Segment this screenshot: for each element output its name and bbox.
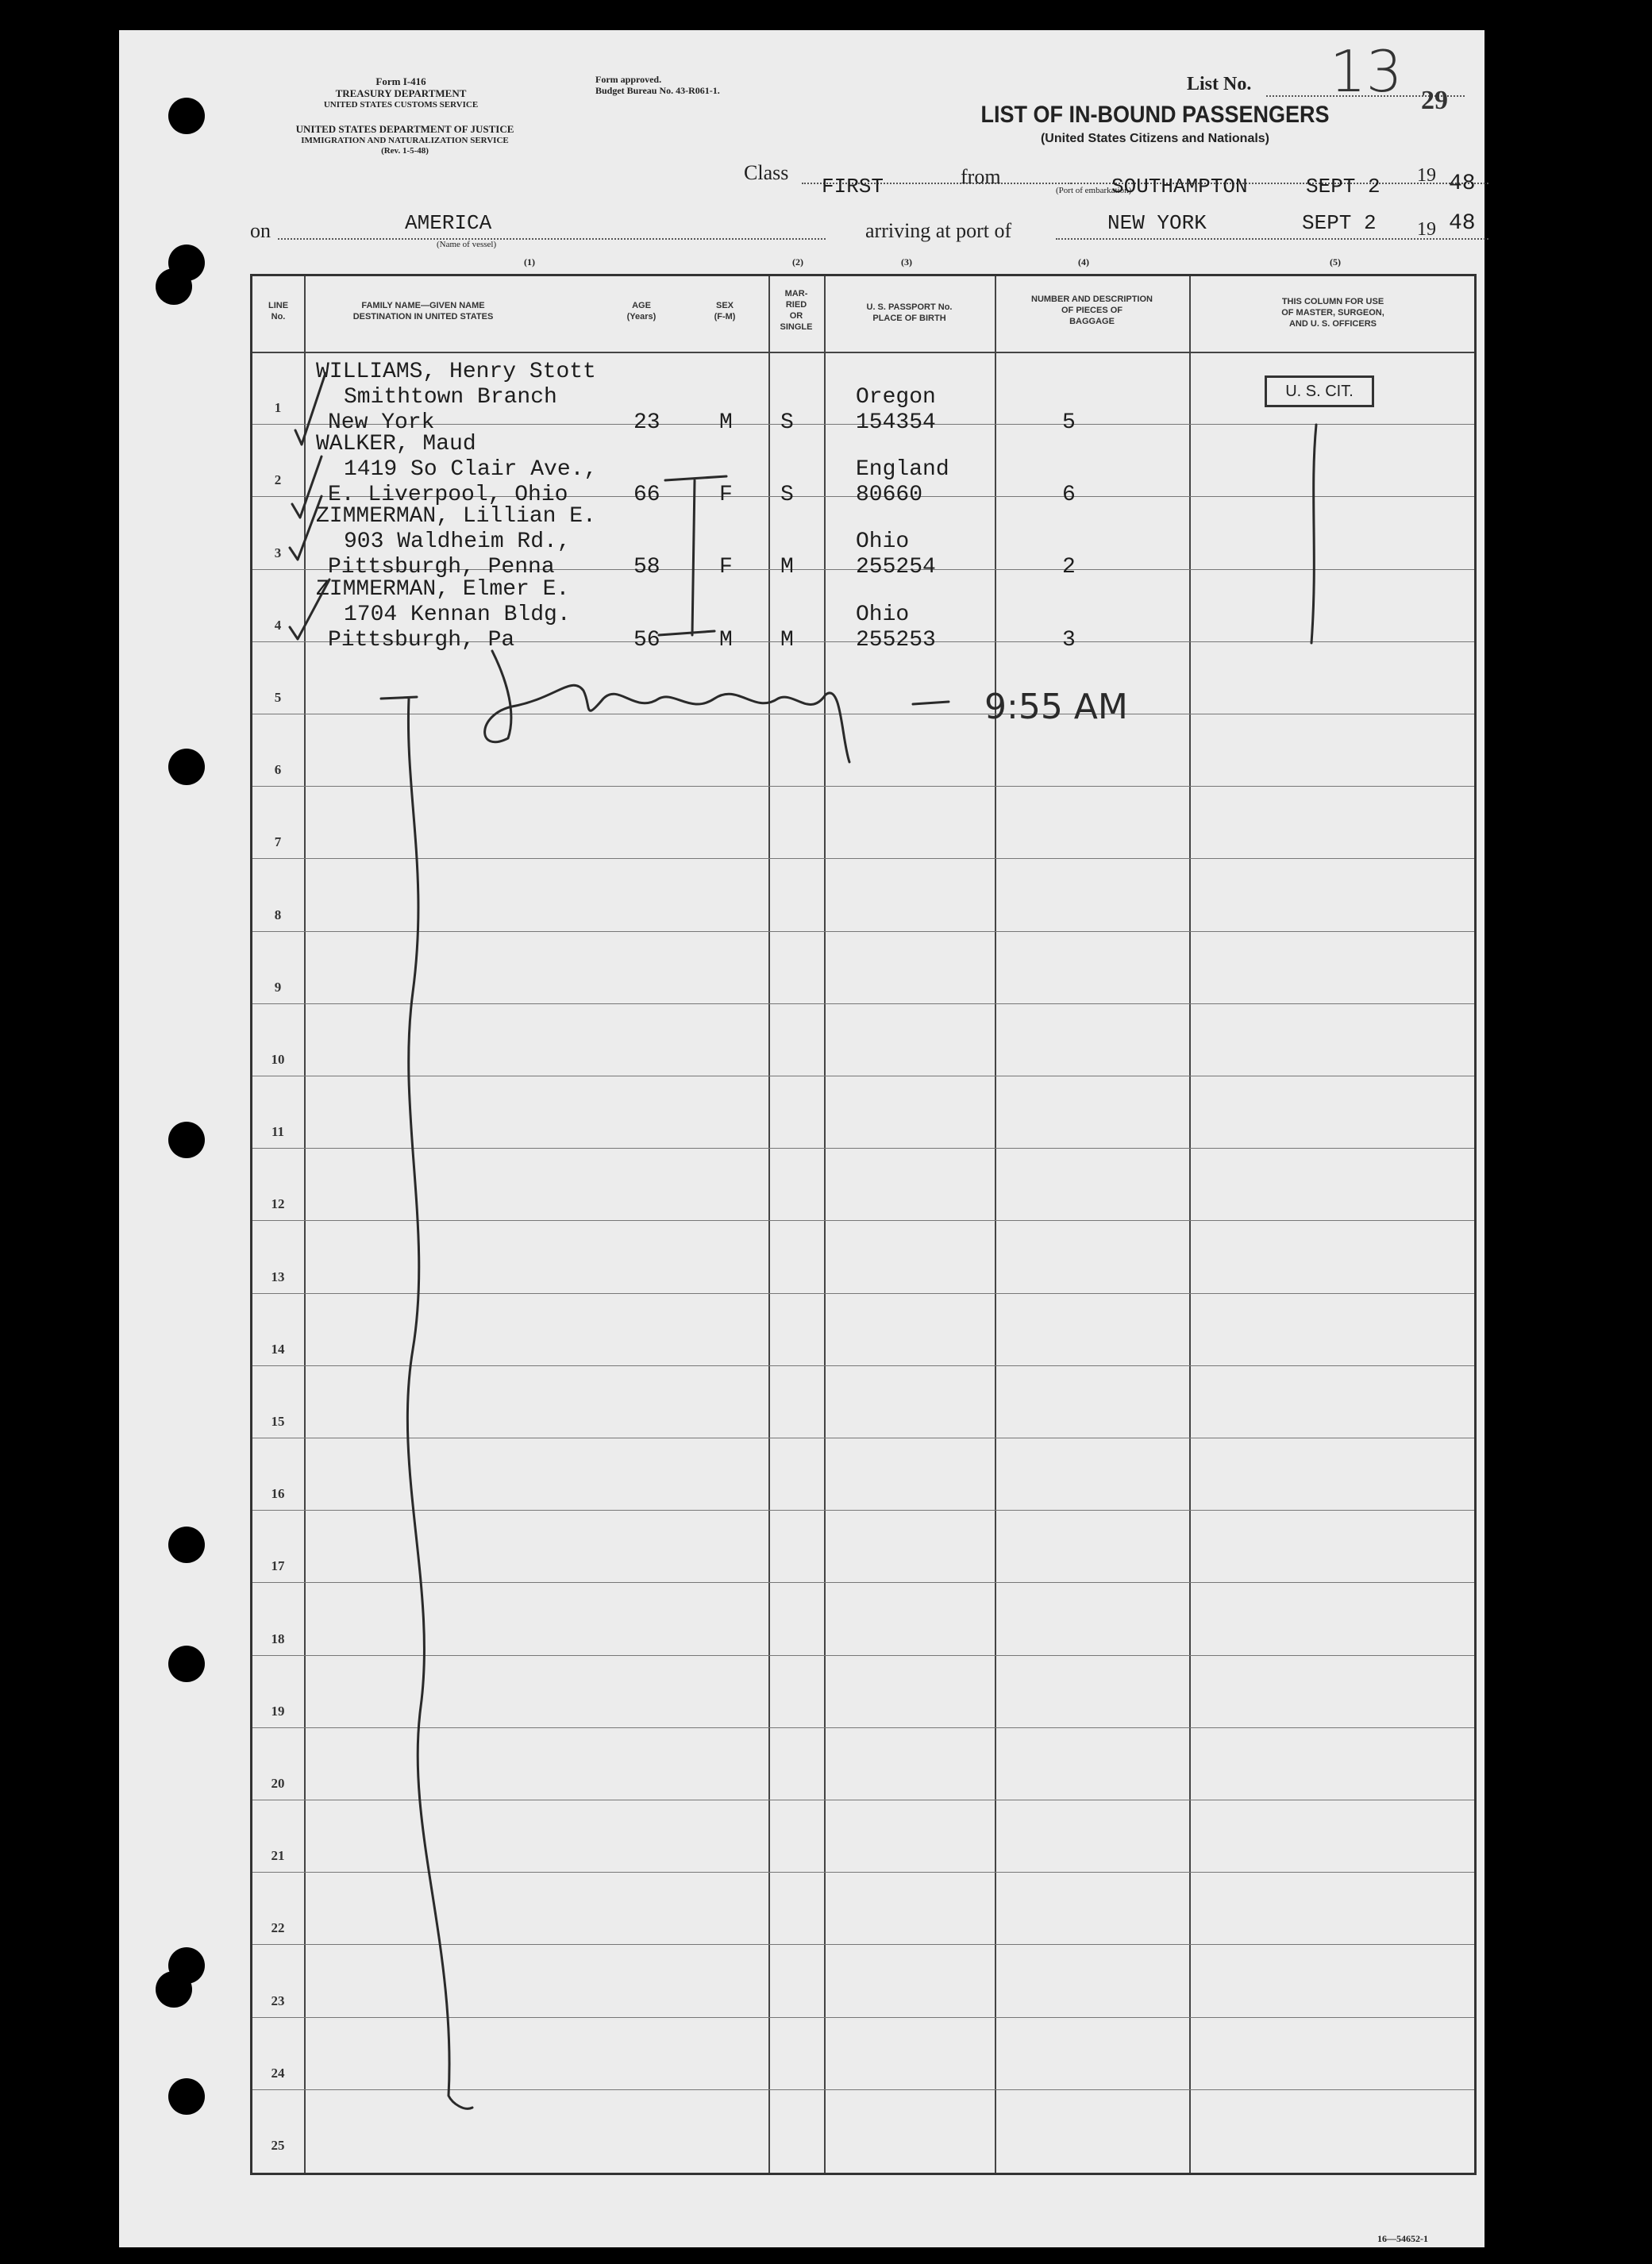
row-number: 7 <box>274 834 282 850</box>
from-label: from <box>961 165 1001 188</box>
passenger-marital: M <box>780 627 794 653</box>
checkmark <box>295 373 325 445</box>
handwritten-time: 9:55 AM <box>984 687 1128 727</box>
passenger-sex: M <box>719 627 733 653</box>
passenger-birthplace: England <box>856 457 949 483</box>
on-label: on <box>250 219 271 242</box>
header-age: AGE (Years) <box>626 301 657 322</box>
row-number: 5 <box>274 690 282 705</box>
passenger-address: Smithtown Branch <box>344 385 557 410</box>
list-no-handwritten: 13 <box>1330 38 1403 105</box>
passenger-name: WILLIAMS, Henry Stott <box>316 360 596 384</box>
col-num-2: (2) <box>792 256 803 268</box>
row-number: 17 <box>271 1558 285 1574</box>
year-value: 48 <box>1449 171 1476 196</box>
passenger-age: 58 <box>633 555 660 580</box>
officer-line <box>1311 425 1316 643</box>
row-number: 9 <box>274 979 282 995</box>
row-number: 12 <box>271 1196 285 1212</box>
treasury-dept: TREASURY DEPARTMENT <box>335 87 467 99</box>
class-label: Class <box>744 161 789 184</box>
passenger-sex: F <box>719 483 733 508</box>
row-number: 1 <box>274 400 282 416</box>
list-no-label: List No. <box>1187 74 1252 94</box>
passenger-marital: M <box>780 555 794 580</box>
from-date: SEPT 2 <box>1306 175 1381 198</box>
passenger-sex: M <box>719 410 733 435</box>
passenger-city: Pittsburgh, Penna <box>328 555 555 580</box>
passenger-name: ZIMMERMAN, Lillian E. <box>316 504 596 529</box>
page-title: LIST OF IN-BOUND PASSENGERS <box>980 102 1330 128</box>
bracket-mark <box>659 476 726 635</box>
arrival-year-prefix: 19 <box>1417 219 1436 240</box>
passenger-passport: 80660 <box>856 483 923 508</box>
port-caption: (Port of embarkation) <box>1056 186 1132 195</box>
row-number: 24 <box>271 2065 285 2081</box>
row-number: 23 <box>271 1993 285 2008</box>
row-number: 19 <box>271 1703 285 1719</box>
signature <box>485 651 849 762</box>
customs-service: UNITED STATES CUSTOMS SERVICE <box>323 99 479 110</box>
vessel-name: AMERICA <box>405 211 492 235</box>
approval-line2: Budget Bureau No. 43-R061-1. <box>595 84 720 96</box>
row-number: 15 <box>271 1414 285 1429</box>
col-num-3: (3) <box>901 256 912 268</box>
from-port: SOUTHAMPTON <box>1111 175 1248 198</box>
page-subtitle: (United States Citizens and Nationals) <box>1040 132 1270 145</box>
header-baggage: NUMBER AND DESCRIPTION OF PIECES OF BAGGAGE <box>1031 295 1153 326</box>
row-number: 2 <box>274 472 282 488</box>
col-num-1: (1) <box>524 256 535 268</box>
col-num-5: (5) <box>1330 256 1341 268</box>
row-number: 18 <box>271 1631 285 1646</box>
passenger-age: 66 <box>633 483 660 508</box>
page-number: 29 <box>1421 86 1448 115</box>
justice-dept: UNITED STATES DEPARTMENT OF JUSTICE <box>295 123 514 135</box>
row-number: 8 <box>274 907 282 922</box>
header-officers: THIS COLUMN FOR USE OF MASTER, SURGEON, AND U. S. OFFICERS <box>1281 297 1384 329</box>
passenger-baggage: 5 <box>1062 410 1076 435</box>
header-line-no: LINE No. <box>268 301 289 322</box>
arrival-port: NEW YORK <box>1107 211 1207 235</box>
row-number: 4 <box>274 617 282 633</box>
passenger-baggage: 3 <box>1062 627 1076 653</box>
arrival-date: SEPT 2 <box>1302 211 1377 235</box>
row-number: 16 <box>271 1486 285 1502</box>
row-number: 21 <box>271 1848 285 1864</box>
class-value: FIRST <box>822 175 884 198</box>
row-number: 6 <box>274 762 282 778</box>
arrival-year: 48 <box>1449 211 1476 236</box>
passenger-sex: F <box>719 555 733 580</box>
passenger-birthplace: Oregon <box>856 385 936 410</box>
col-num-4: (4) <box>1078 256 1089 268</box>
row-number: 13 <box>271 1269 285 1284</box>
wavy-line <box>381 697 472 2108</box>
row-number: 25 <box>271 2138 285 2153</box>
passenger-city: New York <box>328 410 435 435</box>
row-number: 14 <box>271 1341 285 1357</box>
passenger-address: 903 Waldheim Rd., <box>344 529 571 555</box>
row-number: 22 <box>271 1920 285 1936</box>
form-id: Form I-416 <box>375 75 426 87</box>
passenger-address: 1704 Kennan Bldg. <box>344 602 571 627</box>
passenger-baggage: 6 <box>1062 483 1076 508</box>
row-number: 3 <box>274 545 282 560</box>
row-number: 11 <box>271 1124 285 1140</box>
approval-line1: Form approved. <box>595 74 662 85</box>
passenger-marital: S <box>780 483 794 508</box>
passenger-age: 23 <box>633 410 660 435</box>
header-sex: SEX (F-M) <box>714 301 736 322</box>
footer-code: 16—54652-1 <box>1377 2233 1428 2244</box>
header-married: MAR- RIED OR SINGLE <box>780 289 813 332</box>
vessel-caption: (Name of vessel) <box>437 240 497 249</box>
dash <box>913 702 949 704</box>
passenger-passport: 255254 <box>856 555 936 580</box>
passenger-name: ZIMMERMAN, Elmer E. <box>316 576 570 602</box>
header-passport: U. S. PASSPORT No. PLACE OF BIRTH <box>866 302 953 323</box>
passenger-passport: 154354 <box>856 410 936 435</box>
checkmark <box>290 579 329 639</box>
header-name: FAMILY NAME—GIVEN NAME DESTINATION IN UNITED STATES <box>352 301 494 322</box>
checkmark <box>290 496 322 560</box>
row-number: 10 <box>271 1052 285 1067</box>
arriving-label: arriving at port of <box>865 219 1012 242</box>
ins-service: IMMIGRATION AND NATURALIZATION SERVICE <box>301 135 509 145</box>
passenger-city: Pittsburgh, Pa <box>328 627 515 653</box>
passenger-age: 56 <box>633 627 660 653</box>
row-number: 20 <box>271 1776 285 1791</box>
year-prefix: 19 <box>1417 165 1436 186</box>
passenger-city: E. Liverpool, Ohio <box>328 483 568 508</box>
passenger-birthplace: Ohio <box>856 602 910 627</box>
revision-date: (Rev. 1-5-48) <box>381 145 429 156</box>
passenger-marital: S <box>780 410 794 435</box>
passenger-name: WALKER, Maud <box>316 432 476 457</box>
us-citizen-stamp: U. S. CIT. <box>1265 375 1374 407</box>
passenger-address: 1419 So Clair Ave., <box>344 457 598 483</box>
passenger-baggage: 2 <box>1062 555 1076 580</box>
passenger-birthplace: Ohio <box>856 529 910 555</box>
passenger-passport: 255253 <box>856 627 936 653</box>
